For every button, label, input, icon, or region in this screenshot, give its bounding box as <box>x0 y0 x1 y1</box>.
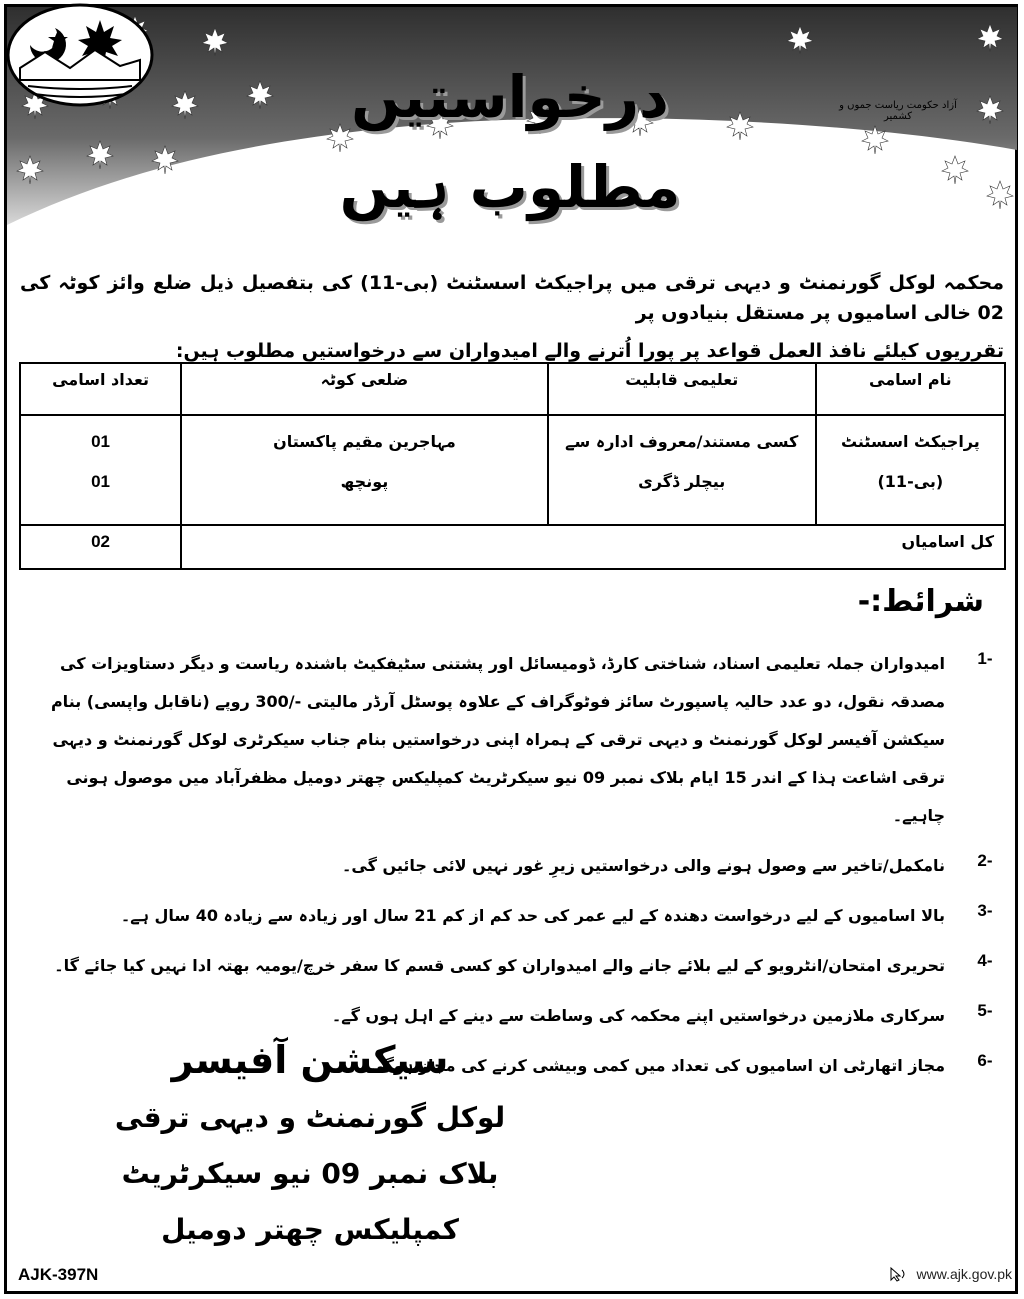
header-qualification: تعلیمی قابلیت <box>548 363 816 415</box>
reference-code: AJK-397N <box>18 1265 99 1284</box>
header-banner <box>0 0 1024 235</box>
quota-poonch: پونچھ <box>340 472 389 491</box>
emblem-caption: آزاد حکومت ریاست جموں و کشمیر <box>839 100 957 122</box>
condition-text: تحریری امتحان/انٹرویو کے لیے بلائے جانے والے امیدواران کو کسی قسم کا سفر خرچ/یومیہ بھتہ ادا نہیں کیا جائے گا۔ <box>54 956 945 975</box>
cell-district-quota <box>181 415 548 525</box>
list-item <box>20 897 1015 935</box>
count-2: 01 <box>91 472 111 491</box>
header-district-quota: ضلعی کوٹہ <box>181 363 548 415</box>
page-title: درخواستیں مطلوب ہیں <box>339 63 681 221</box>
total-value: 02 <box>20 525 181 569</box>
website-url[interactable]: www.ajk.gov.pk <box>916 1266 1012 1282</box>
table-header-row <box>20 363 1005 415</box>
cell-post-name <box>816 415 1005 525</box>
condition-number: -1 <box>977 649 993 668</box>
total-label: کل اسامیاں <box>181 525 1005 569</box>
intro-paragraph-1: محکمہ لوکل گورنمنٹ و دیہی ترقی میں پراجیکٹ اسسٹنٹ (بی-11) کی بتفصیل ذیل ضلع وائز کوٹہ کی 02 خالی اسامیوں پر مستقل بنیادوں پر <box>20 272 1004 324</box>
intro-text <box>20 268 1004 374</box>
condition-text: نامکمل/تاخیر سے وصول ہونے والی درخواستیں زیرِ غور نہیں لائی جائیں گی۔ <box>342 856 945 875</box>
condition-number: -3 <box>977 901 993 920</box>
table-row <box>20 415 1005 525</box>
cell-count <box>20 415 181 525</box>
post-name-text: پراجیکٹ اسسٹنٹ (بی-11) <box>840 432 980 491</box>
condition-number: -6 <box>977 1051 993 1070</box>
condition-text: بالا اسامیوں کے لیے درخواست دھندہ کے لیے عمر کی حد کم از کم 21 سال اور زیادہ سے زیادہ 40 سال ہے۔ <box>120 906 945 925</box>
condition-text: امیدواران جملہ تعلیمی اسناد، شناختی کارڈ، ڈومیسائل اور پشتنی سٹیفکیٹ باشندہ ریاست و دیگر دستاویزات کی مصدقہ نقول، دو عدد حالیہ پاسپورٹ سائز فوٹوگراف کے علاوہ پوسٹل آرڈر مالیتی -/300 روپے (ناقابل واپسی) بنام سیکشن آفیسر لوکل گورنمنٹ و دیہی ترقی کے ہمراہ اپنی درخواستیں بنام جناب سیکرٹری لوکل گورنمنٹ و دیہی ترقی اشاعت ہذا کے اندر 15 ایام بلاک نمبر 09 نیو سیکرٹریٹ کمپلیکس چھتر دومیل مظفرآباد میں موصول ہونی چاہیے۔ <box>50 654 945 825</box>
intro-paragraph-2: تقرریوں کیلئے نافذ العمل قواعد پر پورا اُترنے والے امیدواران سے درخواستیں مطلوب ہیں: <box>175 340 1004 362</box>
ajk-emblem-icon <box>0 0 160 130</box>
condition-number: -5 <box>977 1001 993 1020</box>
header-count: تعداد اسامی <box>20 363 181 415</box>
condition-number: -2 <box>977 851 993 870</box>
list-item <box>20 645 1015 835</box>
signature-block <box>60 1030 560 1258</box>
signatory-title: سیکشن آفیسر <box>171 1038 449 1082</box>
office-address: بلاک نمبر 09 نیو سیکرٹریٹ کمپلیکس چھتر دومیل <box>121 1157 499 1246</box>
quota-muhajireen: مہاجرین مقیم پاکستان <box>273 432 456 451</box>
condition-text: سرکاری ملازمین درخواستیں اپنے محکمہ کی وساطت سے دینے کے اہل ہوں گے۔ <box>331 1006 945 1025</box>
table-total-row <box>20 525 1005 569</box>
website-footer <box>889 1266 1012 1282</box>
mouse-pointer-icon <box>889 1266 911 1282</box>
qualification-text: کسی مستند/معروف ادارہ سے بیچلر ڈگری <box>565 432 799 491</box>
conditions-title: شرائط:- <box>857 584 984 619</box>
condition-text: مجاز اتھارٹی ان اسامیوں کی تعداد میں کمی وبیشی کرنے کی مجاز ہوگی۔ <box>359 1056 945 1075</box>
condition-number: -4 <box>977 951 993 970</box>
cell-qualification <box>548 415 816 525</box>
posts-table <box>19 362 1006 570</box>
count-1: 01 <box>91 432 111 451</box>
department-name: لوکل گورنمنٹ و دیہی ترقی <box>114 1101 506 1134</box>
list-item <box>20 847 1015 885</box>
header-post-name: نام اسامی <box>816 363 1005 415</box>
list-item <box>20 947 1015 985</box>
